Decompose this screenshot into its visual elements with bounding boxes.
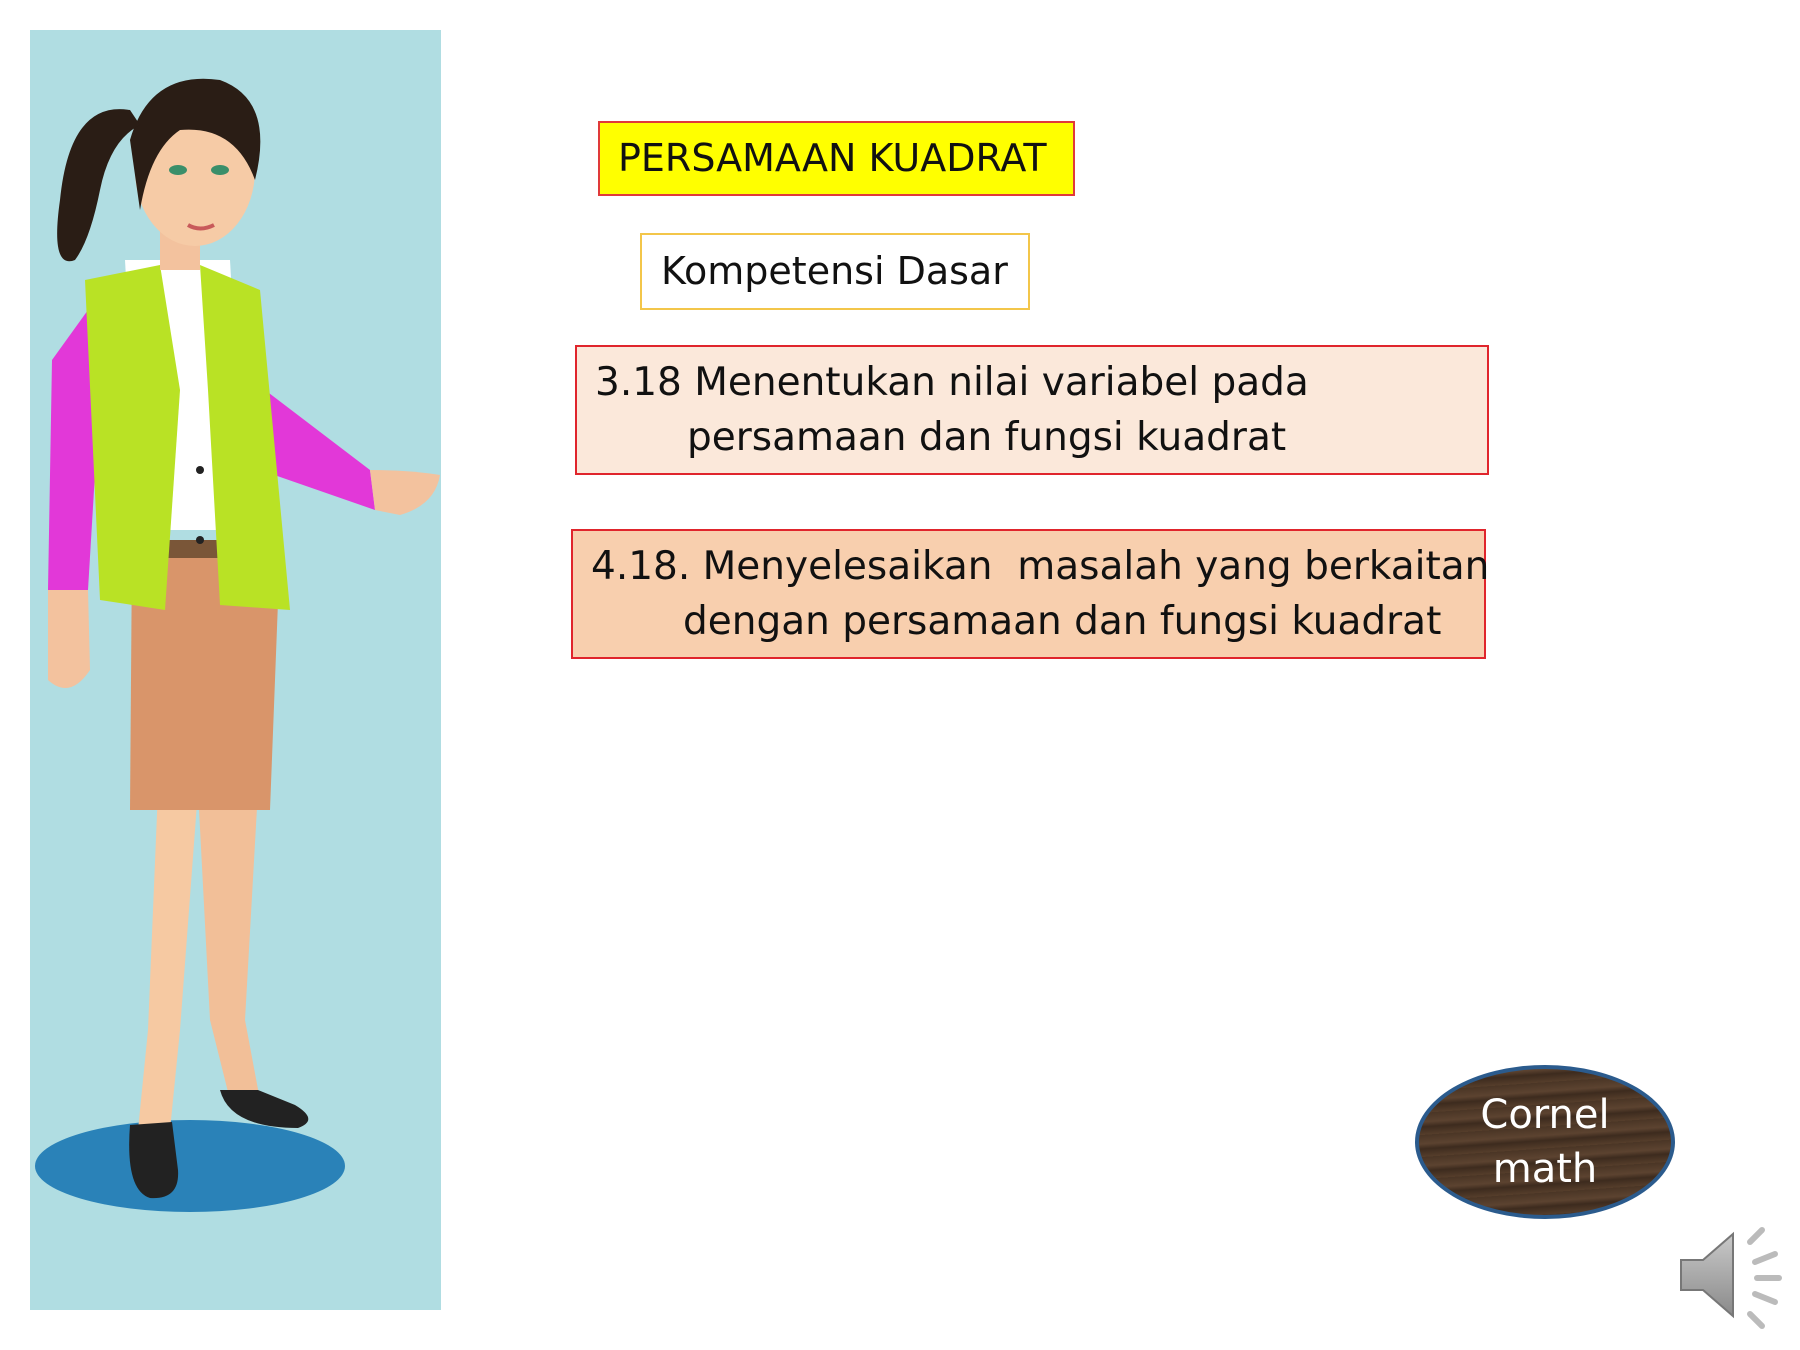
competency-item-3-18: [575, 345, 1489, 475]
competency-line: 3.18 Menentukan nilai variabel pada: [595, 360, 1309, 405]
brand-line: Cornel: [1480, 1092, 1610, 1138]
brand-line: math: [1492, 1146, 1598, 1192]
section-label: [640, 233, 1030, 310]
competency-line: 4.18. Menyelesaikan masalah yang berkaitan: [591, 544, 1490, 589]
speaker-glyph: [1675, 1220, 1795, 1335]
section-label-text: Kompetensi Dasar: [661, 249, 1008, 293]
teacher-illustration: [30, 30, 441, 1310]
brand-logo-button[interactable]: [1415, 1065, 1675, 1219]
competency-line: dengan persamaan dan fungsi kuadrat: [683, 599, 1442, 644]
slide-title: [598, 121, 1075, 196]
competency-item-4-18: [571, 529, 1490, 659]
competency-line: persamaan dan fungsi kuadrat: [687, 415, 1287, 460]
speaker-icon[interactable]: [1675, 1220, 1795, 1335]
teacher-woman-illustration: [30, 30, 441, 1310]
slide-title-text: PERSAMAAN KUADRAT: [618, 136, 1047, 180]
